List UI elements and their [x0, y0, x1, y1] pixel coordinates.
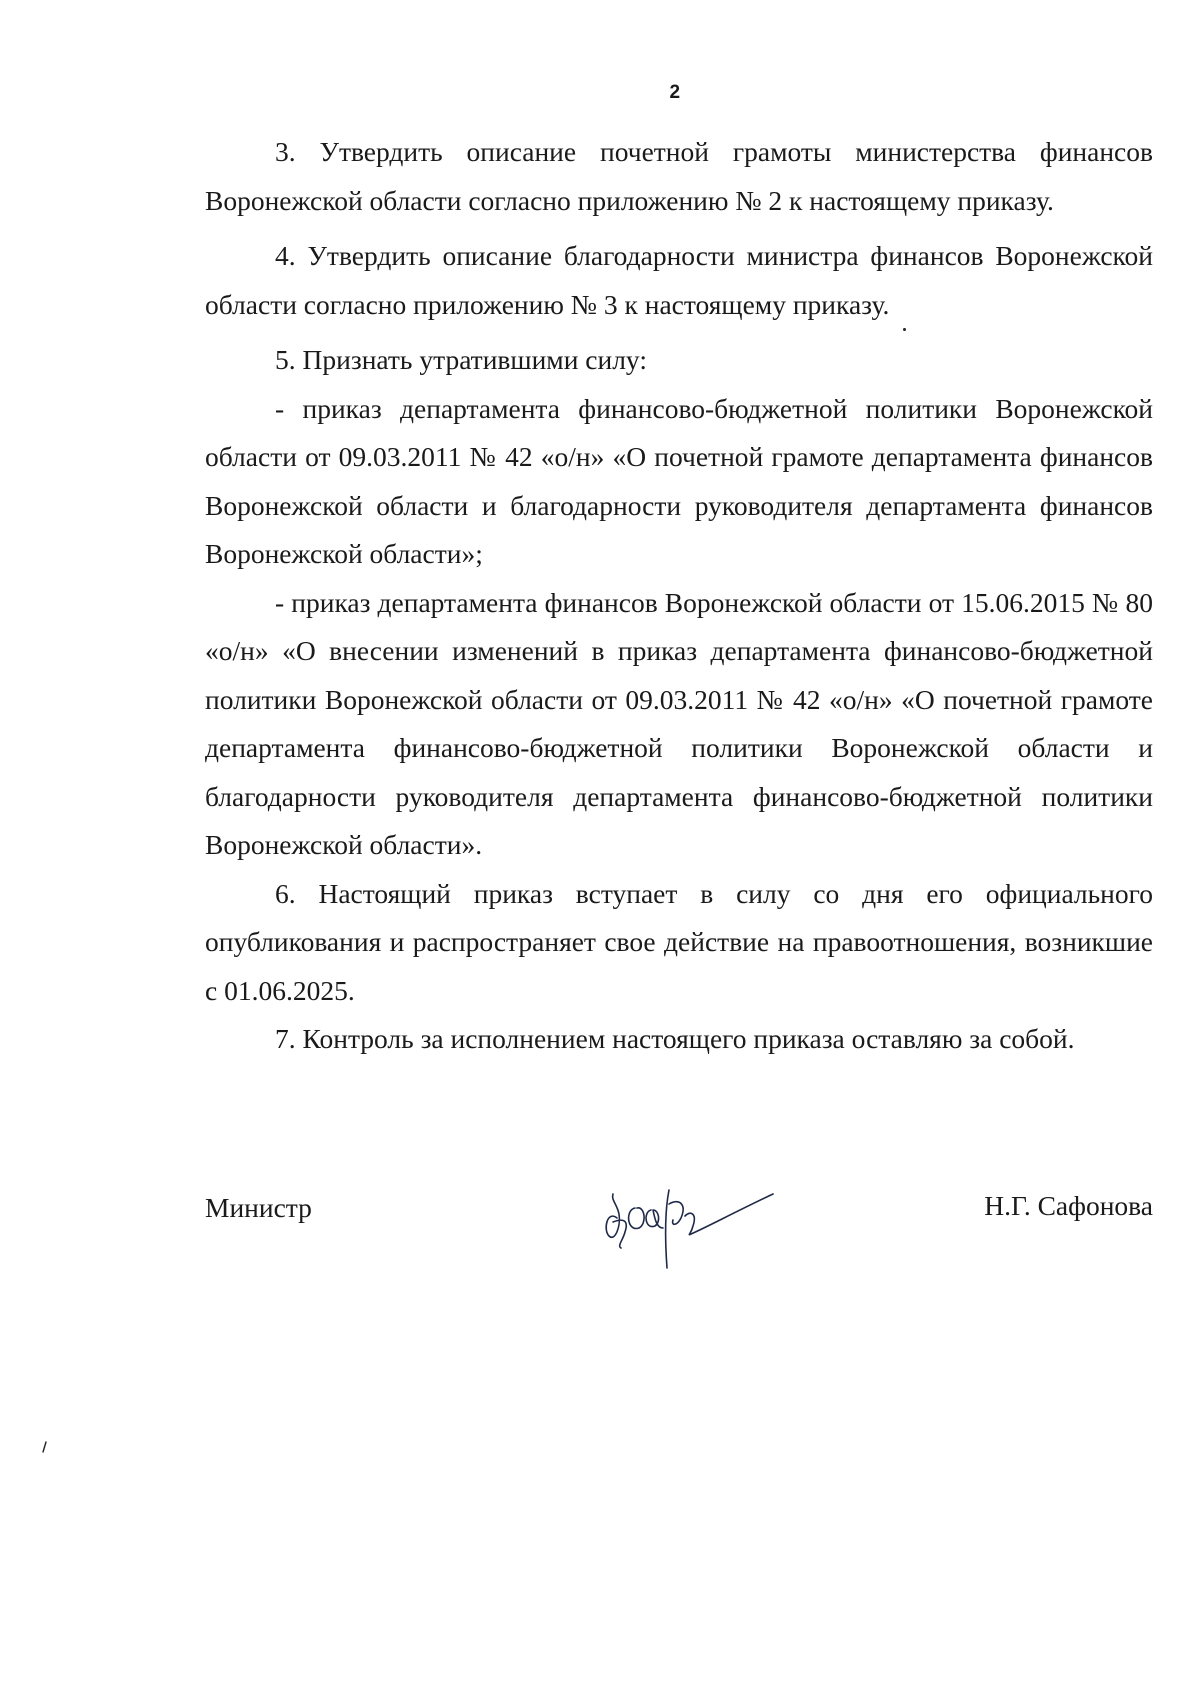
scan-speck — [903, 328, 906, 331]
paragraph-item-6: 6. Настоящий приказ вступает в силу со дня его официального опубликования и распространяет свое действие на правоотношения, возникшие с 01.06.2025. — [205, 877, 1153, 1006]
page-number: 2 — [669, 82, 681, 103]
paragraph-item-5: 5. Признать утратившими силу: — [275, 344, 647, 375]
repealed-order-1: - приказ департамента финансово-бюджетной политики Воронежской области от 09.03.2011 № 42 «о/н» «О почетной грамоте департамента финансов Воронежской области и благодарности руководителя департамента финансов Воронежской области»; — [205, 392, 1153, 569]
repealed-order-2: - приказ департамента финансов Воронежской области от 15.06.2015 № 80 «о/н» «О внесении изменений в приказ департамента финансово-бюджетной политики Воронежской области от 09.03.2011 № 42 «о/н» «О почетной грамоте департамента финансово-бюджетной политики Воронежской области и благодарности руководителя департамента финансово-бюджетной политики Воронежской области». — [205, 586, 1153, 860]
signatory-name: Н.Г. Сафонова — [984, 1190, 1153, 1221]
paragraph-item-7: 7. Контроль за исполнением настоящего приказа оставляю за собой. — [275, 1023, 1075, 1054]
signatory-role: Министр — [205, 1192, 312, 1223]
handwritten-signature — [595, 1170, 795, 1280]
signature-block — [205, 1170, 1153, 1290]
document-body — [205, 128, 1153, 1064]
paragraph-item-3: 3. Утвердить описание почетной грамоты министерства финансов Воронежской области согласно приложению № 2 к настоящему приказу. — [205, 136, 1153, 216]
paragraph-item-4: 4. Утвердить описание благодарности министра финансов Воронежской области согласно приложению № 3 к настоящему приказу. — [205, 240, 1153, 320]
scan-mark — [40, 1440, 48, 1454]
